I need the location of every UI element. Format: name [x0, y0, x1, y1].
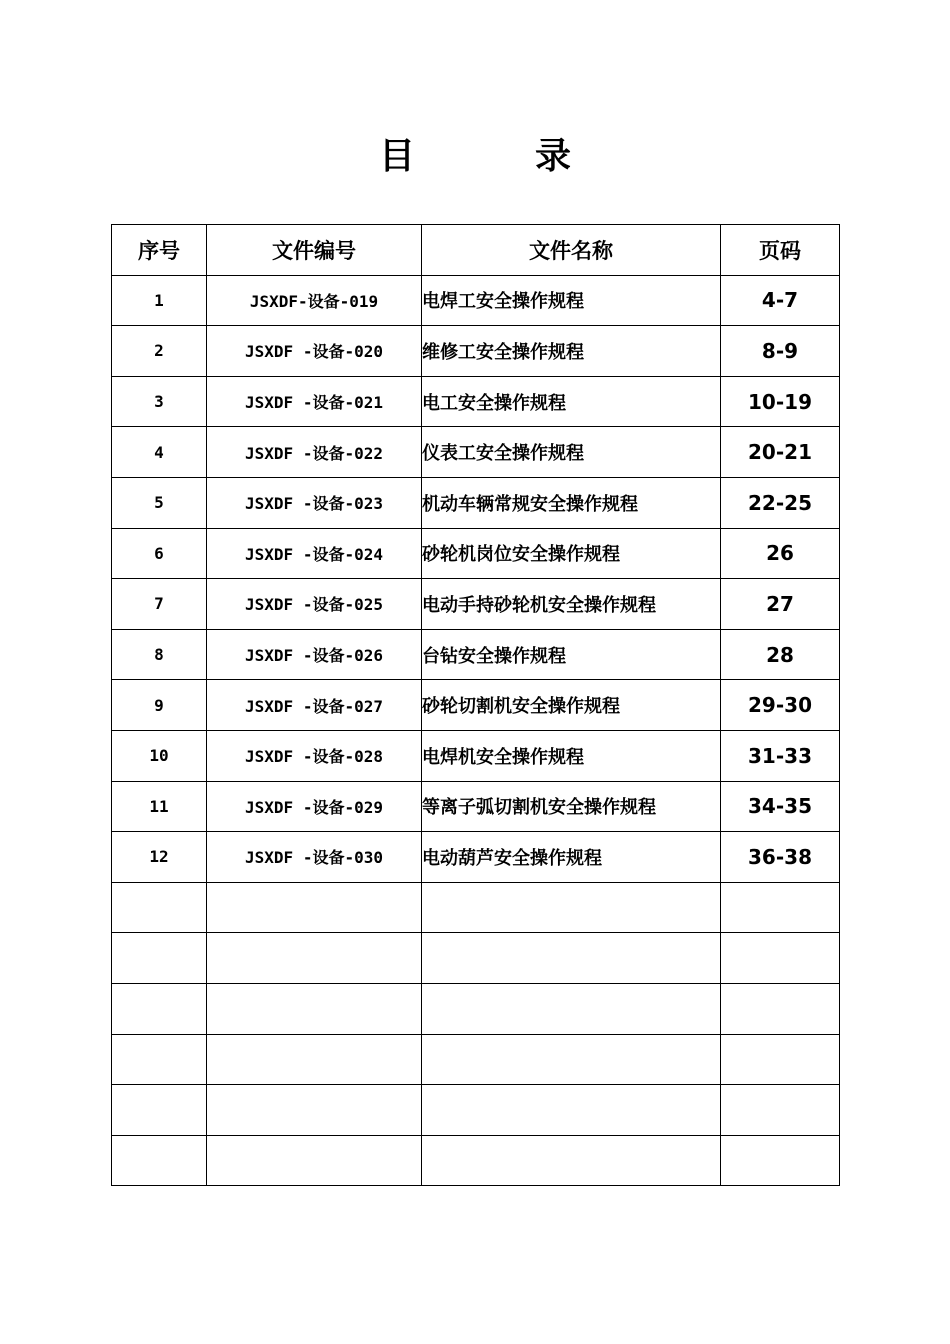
table-row [112, 730, 840, 781]
empty-cell [207, 882, 422, 933]
file-code: JSXDF -设备-026 [207, 629, 422, 680]
empty-cell [721, 882, 840, 933]
row-number: 1 [112, 275, 207, 326]
empty-cell [112, 933, 207, 984]
file-code: JSXDF-设备-019 [207, 275, 422, 326]
empty-cell [207, 933, 422, 984]
row-number: 12 [112, 832, 207, 883]
file-name: 砂轮切割机安全操作规程 [422, 680, 721, 731]
file-code: JSXDF -设备-022 [207, 427, 422, 478]
file-name: 电焊机安全操作规程 [422, 730, 721, 781]
table-row [112, 781, 840, 832]
file-code: JSXDF -设备-029 [207, 781, 422, 832]
empty-cell [721, 1085, 840, 1136]
page-range: 31-33 [721, 730, 840, 781]
file-code: JSXDF -设备-030 [207, 832, 422, 883]
toc-table [111, 224, 840, 1186]
page-range: 34-35 [721, 781, 840, 832]
table-row [112, 832, 840, 883]
table-row [112, 680, 840, 731]
table-row [112, 275, 840, 326]
page-range: 22-25 [721, 477, 840, 528]
toc-body [112, 275, 840, 1186]
row-number: 6 [112, 528, 207, 579]
file-code: JSXDF -设备-024 [207, 528, 422, 579]
row-number: 3 [112, 376, 207, 427]
title-char-2: 录 [535, 136, 572, 177]
page-title [0, 128, 950, 179]
table-row [112, 326, 840, 377]
header-row [112, 225, 840, 276]
empty-cell [422, 882, 721, 933]
table-row [112, 427, 840, 478]
file-code: JSXDF -设备-025 [207, 579, 422, 630]
file-name: 电工安全操作规程 [422, 376, 721, 427]
row-number: 8 [112, 629, 207, 680]
file-code: JSXDF -设备-028 [207, 730, 422, 781]
row-number: 7 [112, 579, 207, 630]
page-range: 26 [721, 528, 840, 579]
empty-row [112, 983, 840, 1034]
file-name: 维修工安全操作规程 [422, 326, 721, 377]
file-name: 仪表工安全操作规程 [422, 427, 721, 478]
row-number: 4 [112, 427, 207, 478]
file-name: 砂轮机岗位安全操作规程 [422, 528, 721, 579]
page-range: 4-7 [721, 275, 840, 326]
row-number: 9 [112, 680, 207, 731]
file-name: 机动车辆常规安全操作规程 [422, 477, 721, 528]
page-range: 27 [721, 579, 840, 630]
empty-cell [721, 1034, 840, 1085]
header-code: 文件编号 [207, 225, 422, 276]
header-page: 页码 [721, 225, 840, 276]
empty-cell [112, 1034, 207, 1085]
table-row [112, 477, 840, 528]
file-code: JSXDF -设备-021 [207, 376, 422, 427]
empty-cell [721, 1135, 840, 1186]
file-code: JSXDF -设备-023 [207, 477, 422, 528]
empty-cell [422, 983, 721, 1034]
empty-row [112, 933, 840, 984]
page-range: 28 [721, 629, 840, 680]
file-name: 电动手持砂轮机安全操作规程 [422, 579, 721, 630]
file-name: 电动葫芦安全操作规程 [422, 832, 721, 883]
row-number: 11 [112, 781, 207, 832]
empty-row [112, 1034, 840, 1085]
file-code: JSXDF -设备-020 [207, 326, 422, 377]
file-code: JSXDF -设备-027 [207, 680, 422, 731]
page-range: 36-38 [721, 832, 840, 883]
row-number: 2 [112, 326, 207, 377]
page-range: 8-9 [721, 326, 840, 377]
page-range: 10-19 [721, 376, 840, 427]
empty-cell [207, 983, 422, 1034]
empty-row [112, 1135, 840, 1186]
empty-cell [207, 1135, 422, 1186]
table-row [112, 629, 840, 680]
empty-cell [721, 933, 840, 984]
header-no: 序号 [112, 225, 207, 276]
empty-row [112, 1085, 840, 1136]
empty-cell [422, 1135, 721, 1186]
empty-cell [112, 983, 207, 1034]
file-name: 等离子弧切割机安全操作规程 [422, 781, 721, 832]
header-name: 文件名称 [422, 225, 721, 276]
empty-cell [112, 1085, 207, 1136]
file-name: 电焊工安全操作规程 [422, 275, 721, 326]
title-char-1: 目 [378, 136, 415, 177]
page-range: 29-30 [721, 680, 840, 731]
row-number: 5 [112, 477, 207, 528]
file-name: 台钻安全操作规程 [422, 629, 721, 680]
table-row [112, 579, 840, 630]
empty-cell [422, 1085, 721, 1136]
empty-cell [207, 1085, 422, 1136]
row-number: 10 [112, 730, 207, 781]
empty-cell [112, 1135, 207, 1186]
empty-cell [207, 1034, 422, 1085]
table-row [112, 528, 840, 579]
empty-cell [721, 983, 840, 1034]
empty-cell [112, 882, 207, 933]
empty-cell [422, 933, 721, 984]
page-range: 20-21 [721, 427, 840, 478]
empty-cell [422, 1034, 721, 1085]
table-row [112, 376, 840, 427]
empty-row [112, 882, 840, 933]
